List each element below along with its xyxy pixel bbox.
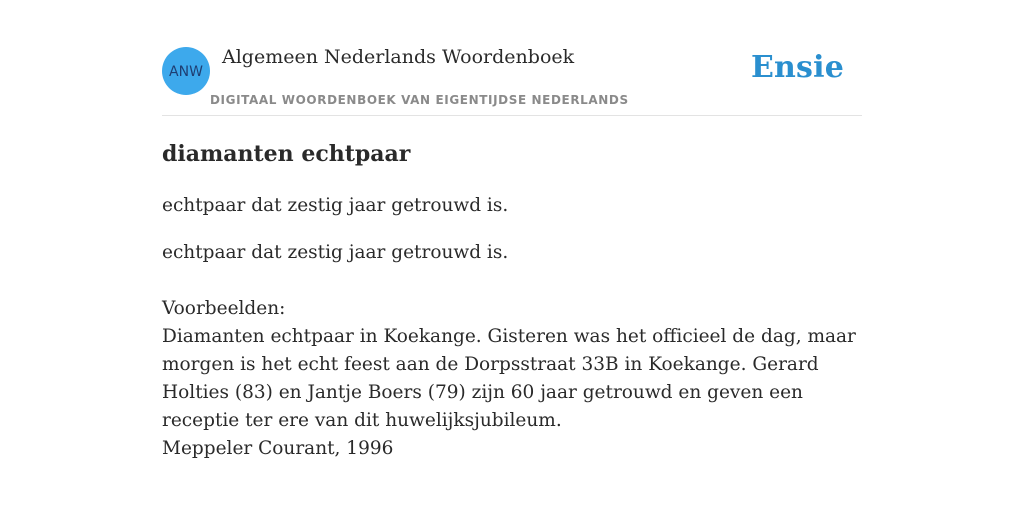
entry-term: diamanten echtpaar: [162, 141, 411, 167]
anw-logo-mark: [162, 47, 210, 95]
source-title[interactable]: Algemeen Nederlands Woordenboek: [222, 46, 575, 68]
examples-label: Voorbeelden:: [162, 298, 286, 319]
source-header: [162, 46, 862, 116]
brand-logo[interactable]: Ensie: [750, 50, 844, 85]
definition-1: echtpaar dat zestig jaar getrouwd is.: [162, 195, 509, 216]
example-source: Meppeler Courant, 1996: [162, 438, 394, 459]
anw-logo[interactable]: [162, 47, 210, 95]
examples-block: [162, 295, 867, 463]
source-subtitle: DIGITAAL WOORDENBOEK VAN EIGENTIJDSE NEDERLANDS: [210, 93, 629, 107]
entry-content: [162, 138, 867, 459]
definition-2: echtpaar dat zestig jaar getrouwd is.: [162, 242, 509, 263]
logo-text: ANW: [169, 64, 203, 80]
example-text: Diamanten echtpaar in Koekange. Gisteren was het officieel de dag, maar morgen is het echt feest aan de Dorpsstraat 33B in Koekange. Gerard Holties (83) en Jantje Boers (79) zijn 60 jaar getrouwd en geven een receptie ter ere van dit huwelijksjubileum.: [162, 326, 856, 431]
